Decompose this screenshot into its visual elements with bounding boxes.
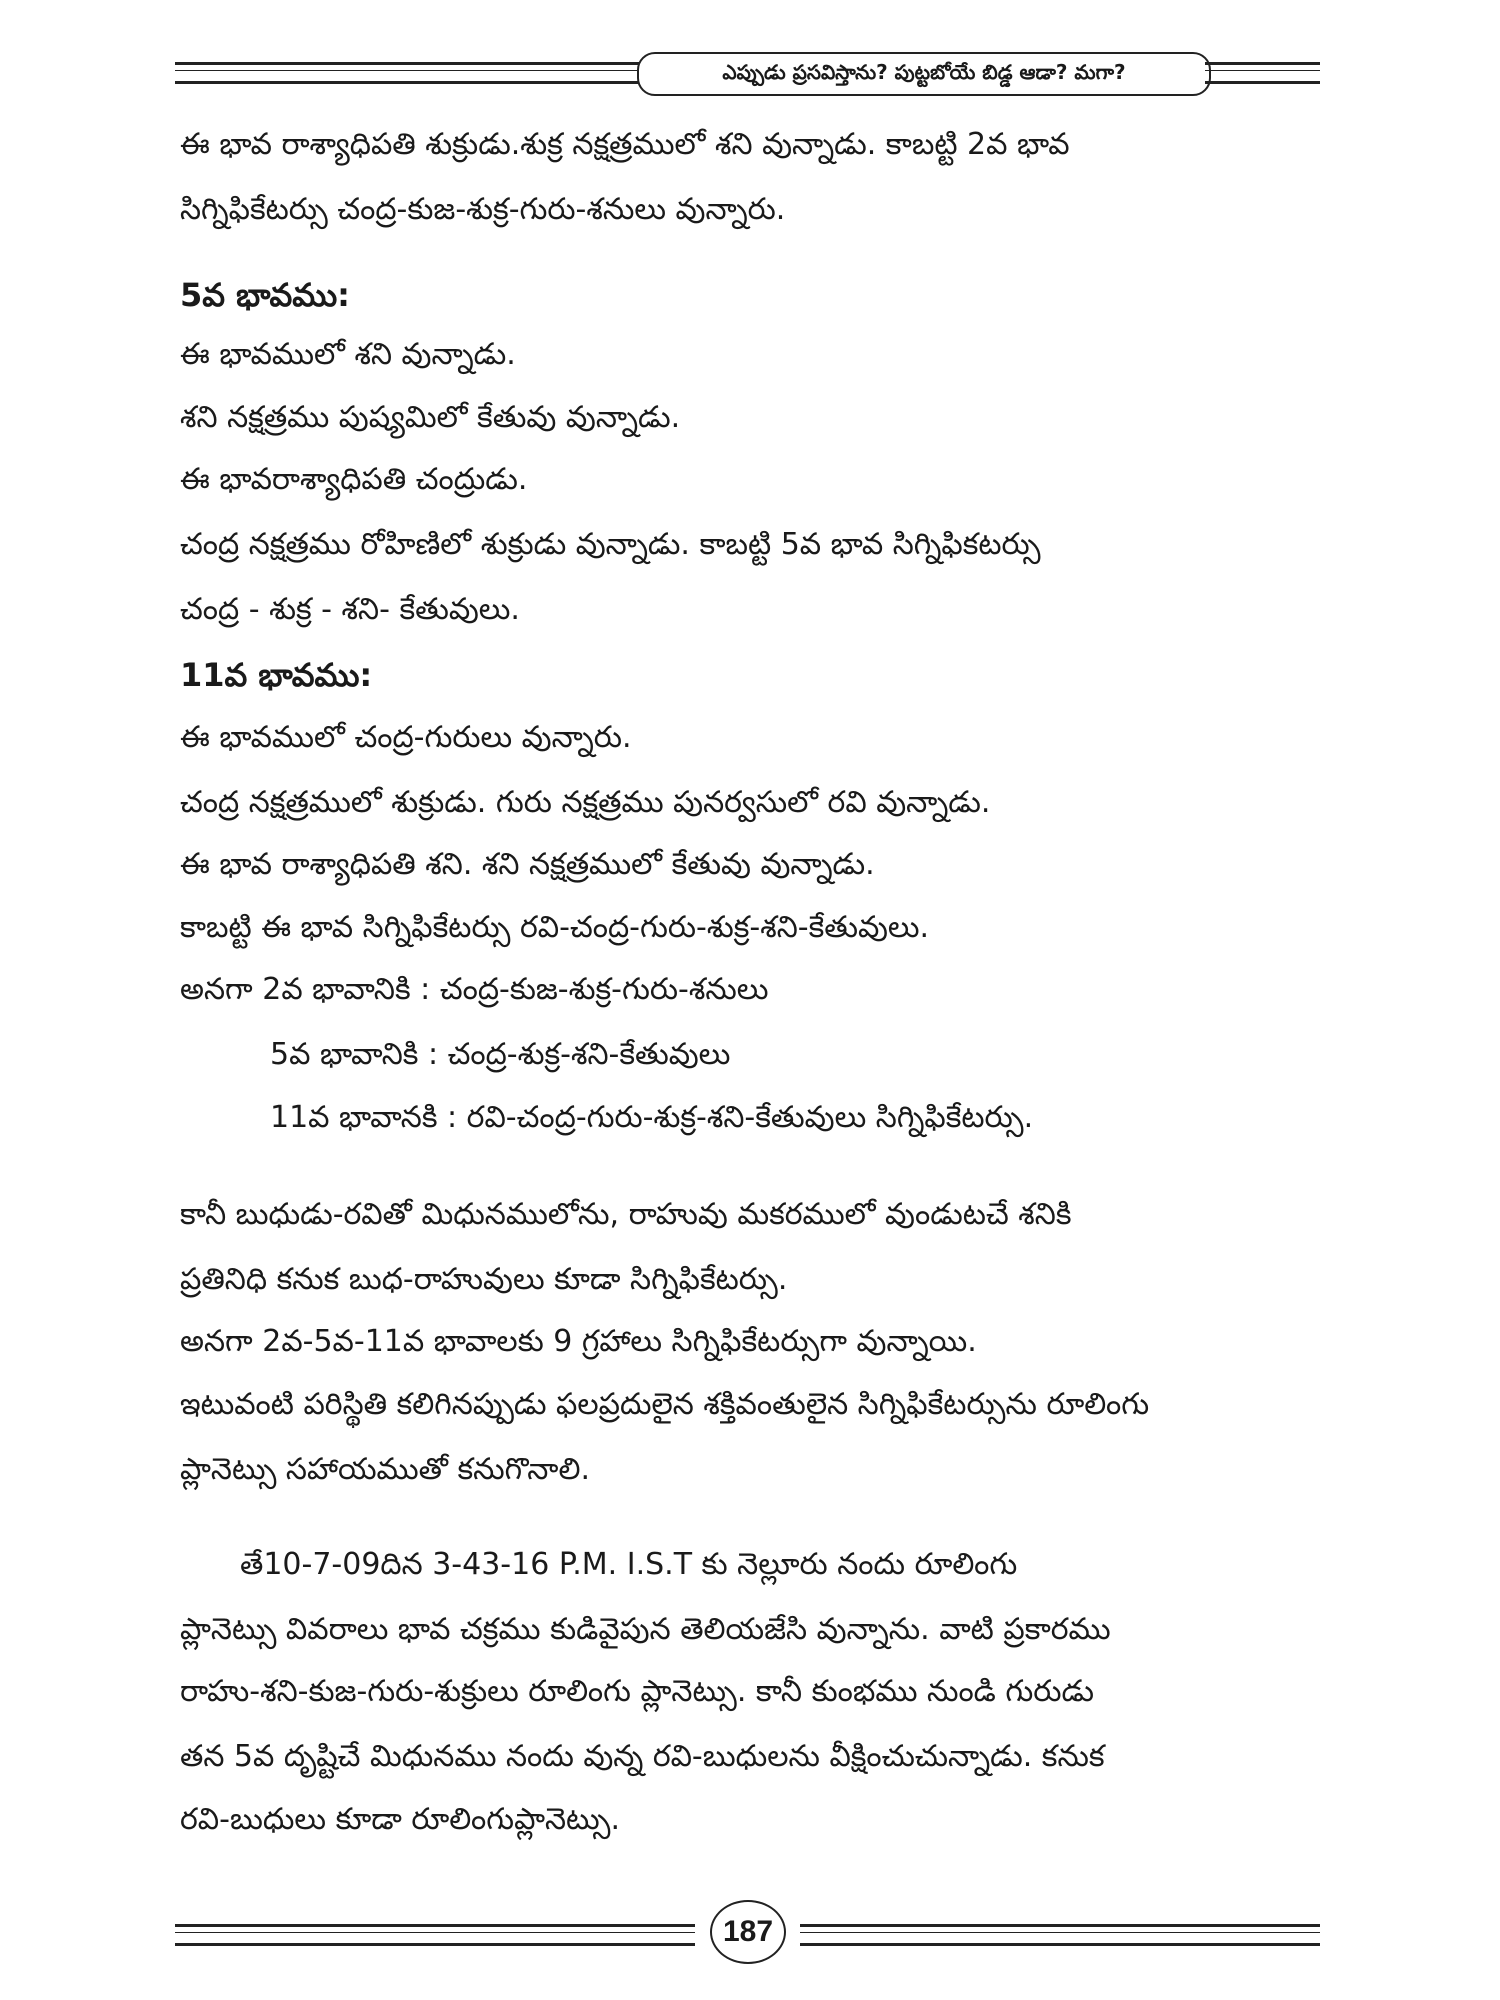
footer-rule-right bbox=[800, 1924, 1320, 1946]
header-rule-left bbox=[175, 62, 640, 84]
text-line: అనగా 2వ భావానికి : చంద్ర-కుజ-శుక్ర-గురు-శనులు bbox=[180, 972, 769, 1007]
text-line: చంద్ర - శుక్ర - శని- కేతువులు. bbox=[180, 592, 520, 627]
text-line: శని నక్షత్రము పుష్యమిలో కేతువు వున్నాడు. bbox=[180, 400, 681, 435]
header-rule-right bbox=[1205, 62, 1320, 84]
text-line: తన 5వ దృష్టిచే మిధునము నందు వున్న రవి-బుధులను వీక్షించుచున్నాడు. కనుక bbox=[180, 1739, 1105, 1774]
text-line: ఈ భావ రాశ్యాధిపతి శని. శని నక్షత్రములో కేతువు వున్నాడు. bbox=[180, 847, 875, 882]
section-heading: 5వ భావము: bbox=[180, 276, 350, 314]
text-line: రాహు-శని-కుజ-గురు-శుక్రులు రూలింగు ప్లానెట్సు. కానీ కుంభము నుండి గురుడు bbox=[180, 1674, 1095, 1709]
text-line: ఈ భావరాశ్యాధిపతి చంద్రుడు. bbox=[180, 462, 528, 497]
text-line: చంద్ర నక్షత్రములో శుక్రుడు. గురు నక్షత్రము పునర్వసులో రవి వున్నాడు. bbox=[180, 785, 991, 820]
text-line: కాబట్టి ఈ భావ సిగ్నిఫికేటర్సు రవి-చంద్ర-గురు-శుక్ర-శని-కేతువులు. bbox=[180, 910, 930, 945]
text-line: ప్రతినిధి కనుక బుధ-రాహువులు కూడా సిగ్నిఫికేటర్సు. bbox=[180, 1262, 788, 1297]
header-title: ఎప్పుడు ప్రసవిస్తాను? పుట్టబోయే బిడ్డ ఆడా? మగా? bbox=[637, 52, 1211, 96]
text-line: ఈ భావములో శని వున్నాడు. bbox=[180, 337, 516, 372]
text-line: తే10-7-09దిన 3-43-16 P.M. I.S.T కు నెల్లూరు నందు రూలింగు bbox=[240, 1547, 1018, 1582]
text-line: రవి-బుధులు కూడా రూలింగుప్లానెట్సు. bbox=[180, 1802, 620, 1837]
text-line: కానీ బుధుడు-రవితో మిధునములోను, రాహువు మకరములో వుండుటచే శనికి bbox=[180, 1197, 1072, 1232]
text-line: ఈ భావములో చంద్ర-గురులు వున్నారు. bbox=[180, 720, 632, 755]
text-line: ఇటువంటి పరిస్థితి కలిగినప్పుడు ఫలప్రదులైన శక్తివంతులైన సిగ్నిఫికేటర్సును రూలింగు bbox=[180, 1387, 1150, 1422]
text-line: 11వ భావానకి : రవి-చంద్ర-గురు-శుక్ర-శని-కేతువులు సిగ్నిఫికేటర్సు. bbox=[270, 1100, 1034, 1135]
text-line: చంద్ర నక్షత్రము రోహిణిలో శుక్రుడు వున్నాడు. కాబట్టి 5వ భావ సిగ్నిఫికటర్సు bbox=[180, 527, 1041, 562]
text-line: ప్లానెట్సు సహాయముతో కనుగొనాలి. bbox=[180, 1452, 590, 1487]
footer-rule-left bbox=[175, 1924, 695, 1946]
section-heading: 11వ భావము: bbox=[180, 656, 373, 694]
text-line: సిగ్నిఫికేటర్సు చంద్ర-కుజ-శుక్ర-గురు-శనులు వున్నారు. bbox=[180, 192, 786, 227]
text-line: 5వ భావానికి : చంద్ర-శుక్ర-శని-కేతువులు bbox=[270, 1037, 731, 1072]
text-line: ఈ భావ రాశ్యాధిపతి శుక్రుడు.శుక్ర నక్షత్రములో శని వున్నాడు. కాబట్టి 2వ భావ bbox=[180, 127, 1070, 162]
page-header bbox=[175, 52, 1320, 100]
page-number: 187 bbox=[710, 1900, 786, 1964]
text-line: ప్లానెట్సు వివరాలు భావ చక్రము కుడివైపున తెలియజేసి వున్నాను. వాటి ప్రకారము bbox=[180, 1612, 1111, 1647]
text-line: అనగా 2వ-5వ-11వ భావాలకు 9 గ్రహాలు సిగ్నిఫికేటర్సుగా వున్నాయి. bbox=[180, 1324, 977, 1359]
